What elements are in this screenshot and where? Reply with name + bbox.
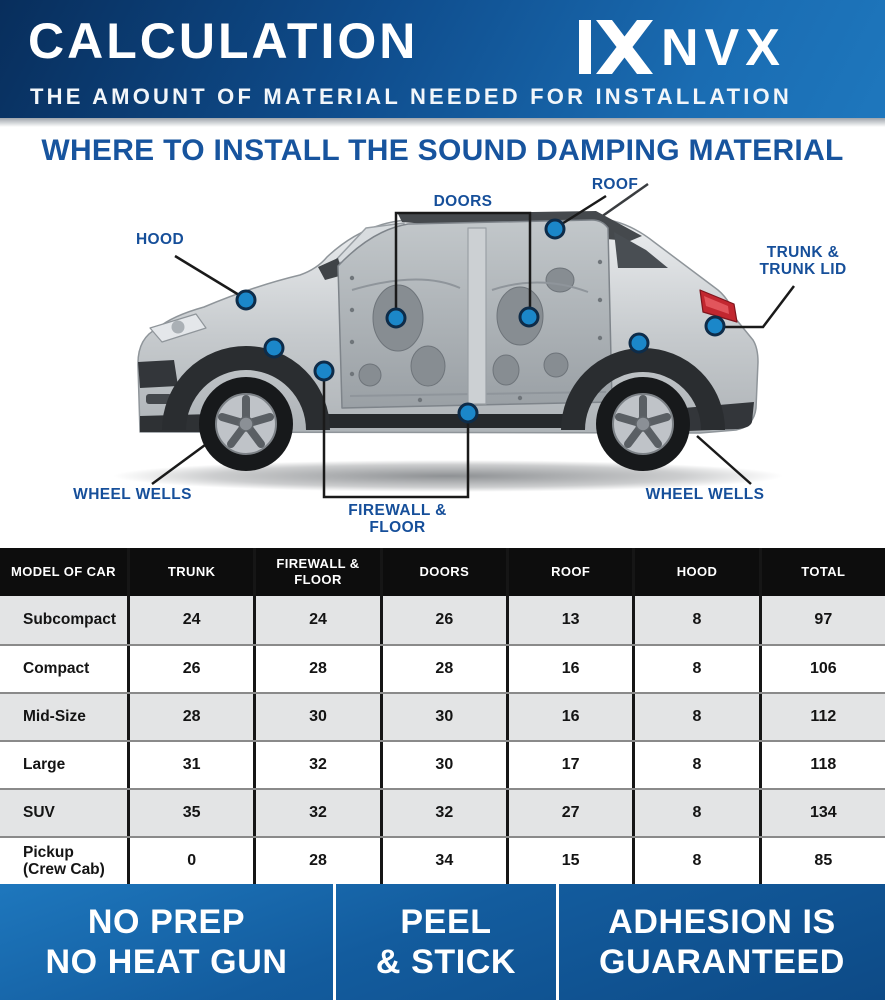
value-cell: 32 [253,790,379,836]
wheel-wells-right-label: WHEEL WELLS [645,486,765,503]
table-row [0,596,885,644]
value-cell: 8 [632,790,758,836]
value-cell: 13 [506,596,632,644]
value-cell: 32 [380,790,506,836]
rear-wheel [596,377,690,471]
value-cell: 112 [759,694,885,740]
value-cell: 28 [380,646,506,692]
dot-floor [459,404,477,422]
value-cell: 34 [380,838,506,884]
value-cell: 26 [127,646,253,692]
model-cell: Mid-Size [23,708,86,726]
table-body [0,596,885,884]
column-header: ROOF [506,548,632,596]
svg-text:NVX: NVX [661,19,786,76]
table-row [0,836,885,884]
value-cell: 118 [759,742,885,788]
value-cell: 27 [506,790,632,836]
badge-adhesion: ADHESION IS GUARANTEED [556,884,885,1000]
car-body [138,184,758,471]
page-subtitle: THE AMOUNT OF MATERIAL NEEDED FOR INSTALLATION [30,84,792,109]
header-banner [0,0,885,118]
dot-hood [237,291,255,309]
value-cell: 8 [632,646,758,692]
column-header: TRUNK [127,548,253,596]
value-cell: 30 [380,742,506,788]
column-header: FIREWALL & FLOOR [253,548,379,596]
firewall-floor-label: FIREWALL & FLOOR [348,502,447,537]
model-cell: SUV [23,804,55,822]
value-cell: 28 [253,646,379,692]
value-cell: 28 [127,694,253,740]
brand-logo [579,18,859,76]
table-row [0,692,885,740]
column-header: DOORS [380,548,506,596]
model-cell: Pickup (Crew Cab) [23,843,105,878]
value-cell: 16 [506,694,632,740]
table-header-row [0,548,885,596]
value-cell: 17 [506,742,632,788]
dot-firewall [315,362,333,380]
roof-label: ROOF [591,176,639,193]
value-cell: 31 [127,742,253,788]
trunk-label: TRUNK & TRUNK LID [759,244,847,279]
value-cell: 85 [759,838,885,884]
value-cell: 24 [127,596,253,644]
header-shadow-strip [0,118,885,127]
value-cell: 30 [253,694,379,740]
hood-label: HOOD [135,231,185,248]
badge-peel-stick: PEEL & STICK [333,884,556,1000]
dot-rear-fender [630,334,648,352]
hood-callout-line [175,256,244,298]
value-cell: 30 [380,694,506,740]
value-cell: 106 [759,646,885,692]
dot-door-rear [520,308,538,326]
car-diagram [0,170,885,548]
value-cell: 15 [506,838,632,884]
column-header: HOOD [632,548,758,596]
footer-banner [0,884,885,1000]
value-cell: 8 [632,838,758,884]
value-cell: 26 [380,596,506,644]
wheel-wells-left-label: WHEEL WELLS [73,486,192,503]
diagram-title: WHERE TO INSTALL THE SOUND DAMPING MATERIAL [41,134,844,167]
value-cell: 28 [253,838,379,884]
value-cell: 35 [127,790,253,836]
value-cell: 134 [759,790,885,836]
value-cell: 16 [506,646,632,692]
page-title: CALCULATION [28,13,419,69]
value-cell: 8 [632,694,758,740]
table-row [0,740,885,788]
value-cell: 24 [253,596,379,644]
column-header: MODEL OF CAR [11,563,116,579]
dot-trunk [706,317,724,335]
badge-no-prep: NO PREP NO HEAT GUN [45,902,288,981]
doors-label: DOORS [433,193,493,210]
table-row [0,788,885,836]
dot-door-front [387,309,405,327]
value-cell: 32 [253,742,379,788]
nvx-logo-icon [579,18,859,76]
model-cell: Large [23,756,66,774]
value-cell: 0 [127,838,253,884]
table-row [0,644,885,692]
column-header: TOTAL [759,548,885,596]
model-cell: Subcompact [23,611,117,629]
front-wheel [199,377,293,471]
model-cell: Compact [23,660,90,678]
material-table [0,548,885,884]
value-cell: 97 [759,596,885,644]
value-cell: 8 [632,596,758,644]
dot-front-fender [265,339,283,357]
dot-roof [546,220,564,238]
value-cell: 8 [632,742,758,788]
